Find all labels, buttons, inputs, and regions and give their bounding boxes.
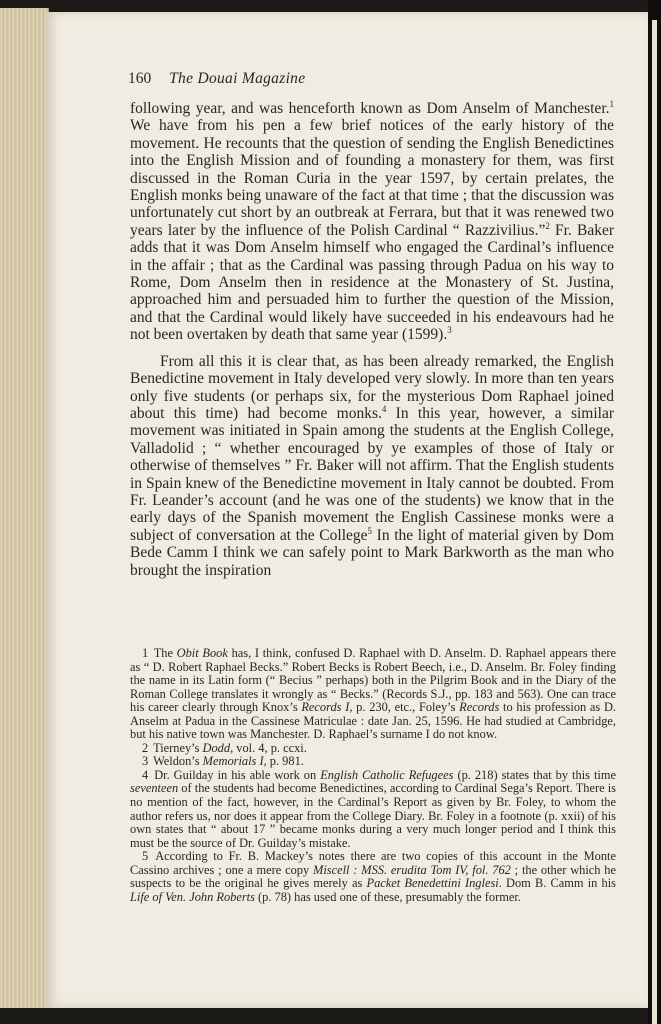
footnote-ref: 2 <box>545 220 550 231</box>
italic-title: Records <box>459 700 500 715</box>
footnote <box>130 742 616 756</box>
text-run: , p. 230, etc., Foley’s <box>349 700 460 715</box>
text-run: of the students had become Benedictines, according to Cardinal Sega’s Report. There is no mention of the fact, however, in the Cardinal’s Report as given by Br. Foley, to whom the author refers us, nor does it appear from the College Diary. Br. Foley in a footnote (p. xxii) of his own states that “ about 17 ” became monks during a very much longer period and I think this must be the source of Dr. Guilday’s mistake. <box>130 781 616 850</box>
footnote-ref: 5 <box>367 525 373 536</box>
footnote-number: 2 <box>142 740 149 755</box>
body-text <box>130 100 614 579</box>
text-run: , p. 981. <box>263 754 304 769</box>
paragraph <box>130 353 614 579</box>
footnote <box>130 755 616 769</box>
text-run: (p. 78) has used one of these, presumably the former. <box>254 889 521 904</box>
footnote-number: 1 <box>142 646 149 660</box>
text-run: has, I think, confused D. Raphael with D. Anselm. D. Raphael appears there as “ D. Robert Raphael Becks.” Robert Becks is Robert Beech, i.e., D. Anselm. Br. Foley finding the name in its Latin form (“ Becius ” perhaps) both in the Pilgrim Book and in the Diary of the Roman College translates it wrongly as “ Becks.” (Records S.J., pp. 183 and 563). One can trace his career clearly through Knox’s <box>130 646 616 715</box>
text-run: , vol. 4, p. ccxi. <box>230 740 307 755</box>
italic-title: Dodd <box>202 740 231 755</box>
italic-title: Miscell : MSS. erudita Tom IV, fol. 762 <box>313 862 511 877</box>
text-run: following year, and was henceforth known as Dom Anselm of Manchester. <box>130 100 610 117</box>
text-run: Dr. Guilday in his able work on <box>154 767 321 782</box>
text-run: to his profession as D. Anselm at Padua in the Cassinese Matriculae : date Jan. 25, 1596. He had studied at Cambridge, but his native town was Manchester. D. Raphael’s surname I do not know. <box>130 700 617 742</box>
text-run: According to Fr. B. Mackey’s notes there are two copies of this account in the Monte Cassino archives ; one a mere copy <box>130 849 616 877</box>
scan-border <box>648 0 661 1024</box>
running-title: The Douai Magazine <box>169 70 306 87</box>
text-run: . Dom B. Camm in his <box>498 876 616 891</box>
italic-title: Life of Ven. John Roberts <box>130 889 255 904</box>
text-run: Tierney’s <box>153 740 203 755</box>
italic-title: seventeen <box>130 781 179 796</box>
text-run: The <box>153 646 177 660</box>
footnotes <box>130 647 616 904</box>
italic-title: Packet Benedettini Inglesi <box>366 876 499 891</box>
text-run: In the light of material given by Dom Bede Camm I think we can safely point to Mark Barkworth as the man who brought the inspiration <box>130 526 615 579</box>
footnote-number: 5 <box>142 849 149 864</box>
footnote <box>130 647 616 742</box>
footnote-number: 4 <box>142 767 149 782</box>
footnote-number: 3 <box>142 754 149 769</box>
italic-title: Records I <box>301 700 350 715</box>
text-run: ; the other which he suspects to be the original he gives merely as <box>130 862 616 891</box>
italic-title: Memorials I <box>202 754 264 769</box>
italic-title: English Catholic Refugees <box>320 767 454 782</box>
footnote <box>130 850 616 904</box>
paragraph <box>130 100 614 344</box>
footnote-ref: 4 <box>381 403 387 414</box>
text-run: We have from his pen a few brief notices of the early history of the movement. He recounts that the question of sending the English Benedictines into the English Mission and of founding a monastery for them, was first discussed in the Roman Curia in the year 1597, by certain prelates, the English monks being unaware of the fact at that time ; that the discussion was unfortunately cut short by an outbreak at Ferrara, but that it was renewed two years later by the influence of the Polish Cardinal “ Razzivilius.” <box>130 117 614 239</box>
text-run: Weldon’s <box>153 754 203 769</box>
italic-title: Obit Book <box>176 646 228 660</box>
running-head <box>128 70 618 88</box>
text-run: Fr. Baker adds that it was Dom Anselm himself who engaged the Cardinal’s influence in the affair ; that as the Cardinal was passing through Padua on his way to Rome, Dom Anselm then in residence at the Monastery of St. Justina, approached him and persuaded him to further the question of the Mission, and that the Cardinal would likely have succeeded in his endeavours had he not been overtaken by death that same year (1599). <box>130 221 614 344</box>
text-run: From all this it is clear that, as has been already remarked, the English Benedictine movement in Italy developed very slowly. In more than ten years only five students (or perhaps six, for the mysterious Dom Raphael joined about this time) had become monks. <box>130 352 614 422</box>
footnote <box>130 769 616 850</box>
page-number: 160 <box>128 70 152 87</box>
footnote-ref: 1 <box>609 98 614 109</box>
book-page-edges <box>0 8 49 1008</box>
text-run: In this year, however, a similar movement was initiated in Spain among the students at the English College, Valladolid ; “ whether encouraged by ye examples of those of Italy or otherwise of themselves ” Fr. Baker will not affirm. That the English students in Spain knew of the Benedictine movement in Italy cannot be doubted. From Fr. Leander’s account (and he was one of the students) we know that in the early days of the Spanish movement the English Cassinese monks were a subject of conversation at the College <box>130 404 614 544</box>
footnote-ref: 3 <box>447 325 452 336</box>
text-run: (p. 218) states that by this time <box>453 767 616 782</box>
